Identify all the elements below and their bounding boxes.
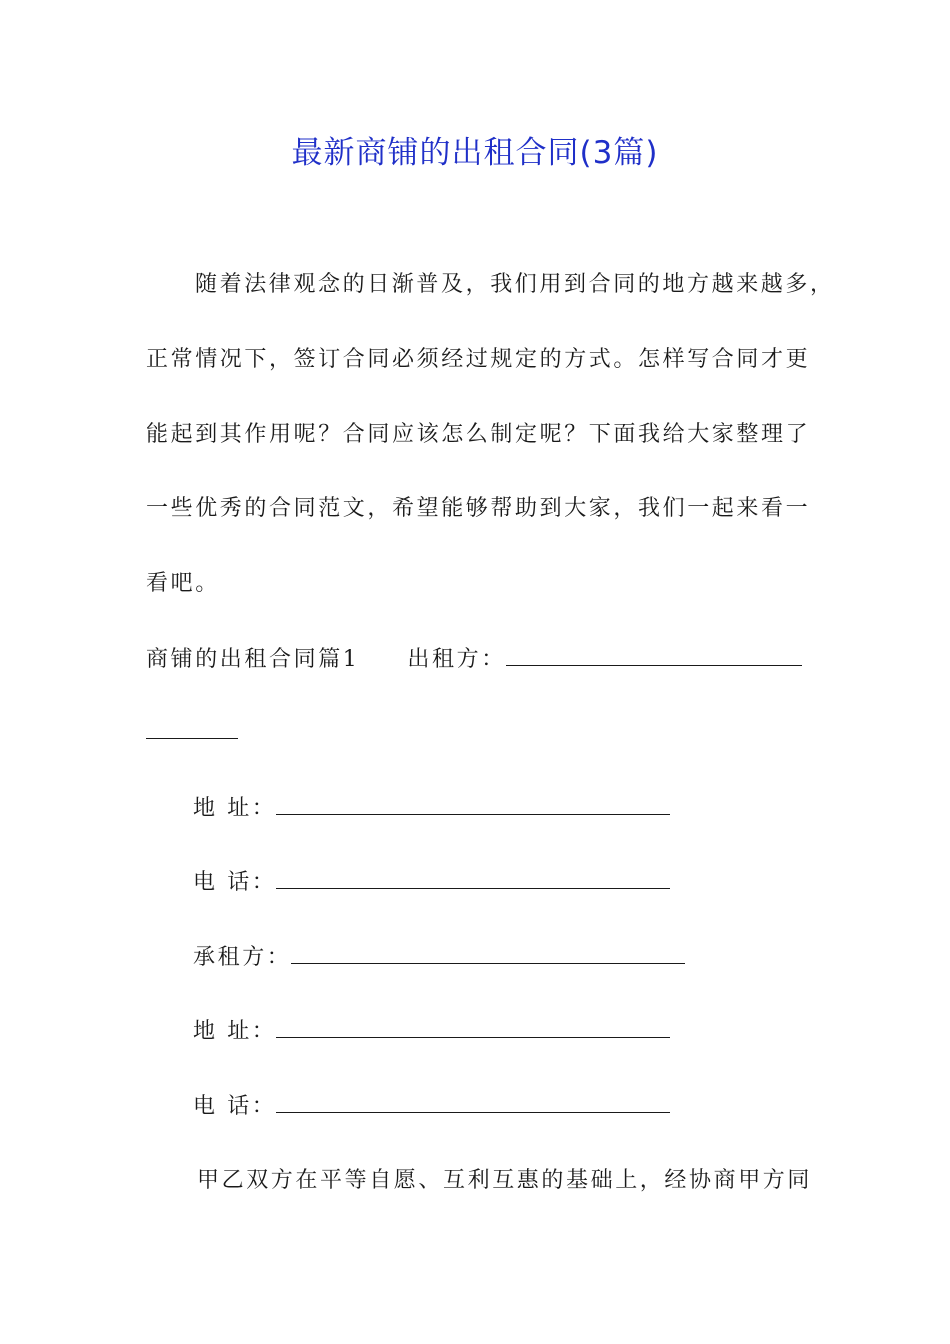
lessee-address-row <box>193 1017 670 1047</box>
lessee-label: 承租方： <box>193 945 292 970</box>
lessor-address-blank <box>276 794 670 815</box>
lessor-phone-blank <box>276 868 670 889</box>
lessor-address-row <box>193 794 670 824</box>
intro-line-1: 随着法律观念的日渐普及，我们用到合同的地方越来越多， <box>195 272 835 297</box>
intro-line-4: 一些优秀的合同范文，希望能够帮助到大家，我们一起来看一 <box>146 496 811 521</box>
lessor-blank <box>506 645 802 666</box>
lessee-phone-blank <box>276 1092 670 1113</box>
lessee-phone-row <box>193 1092 670 1122</box>
lessee-address-blank <box>276 1017 670 1038</box>
lessee-blank <box>291 943 685 964</box>
body-paragraph-start: 甲乙双方在平等自愿、互利互惠的基础上，经协商甲方同 <box>197 1168 813 1193</box>
lessor-blank-continued <box>146 718 238 739</box>
lessor-label: 出租方： <box>407 647 506 672</box>
lessee-phone-label: 电 话： <box>193 1094 277 1119</box>
section-heading-row <box>146 645 802 675</box>
lessee-row <box>193 943 685 973</box>
intro-line-5: 看吧。 <box>146 571 220 596</box>
lessor-phone-label: 电 话： <box>193 870 277 895</box>
document-title: 最新商铺的出租合同(3篇) <box>291 135 659 171</box>
section-heading: 商铺的出租合同篇1 <box>146 647 360 672</box>
lessor-phone-row <box>193 868 670 898</box>
intro-line-3: 能起到其作用呢？合同应该怎么制定呢？下面我给大家整理了 <box>146 422 811 447</box>
lessor-address-label: 地 址： <box>193 796 277 821</box>
lessee-address-label: 地 址： <box>193 1019 277 1044</box>
lessor-blank-continued-row <box>146 718 238 748</box>
intro-line-2: 正常情况下，签订合同必须经过规定的方式。怎样写合同才更 <box>146 347 811 372</box>
